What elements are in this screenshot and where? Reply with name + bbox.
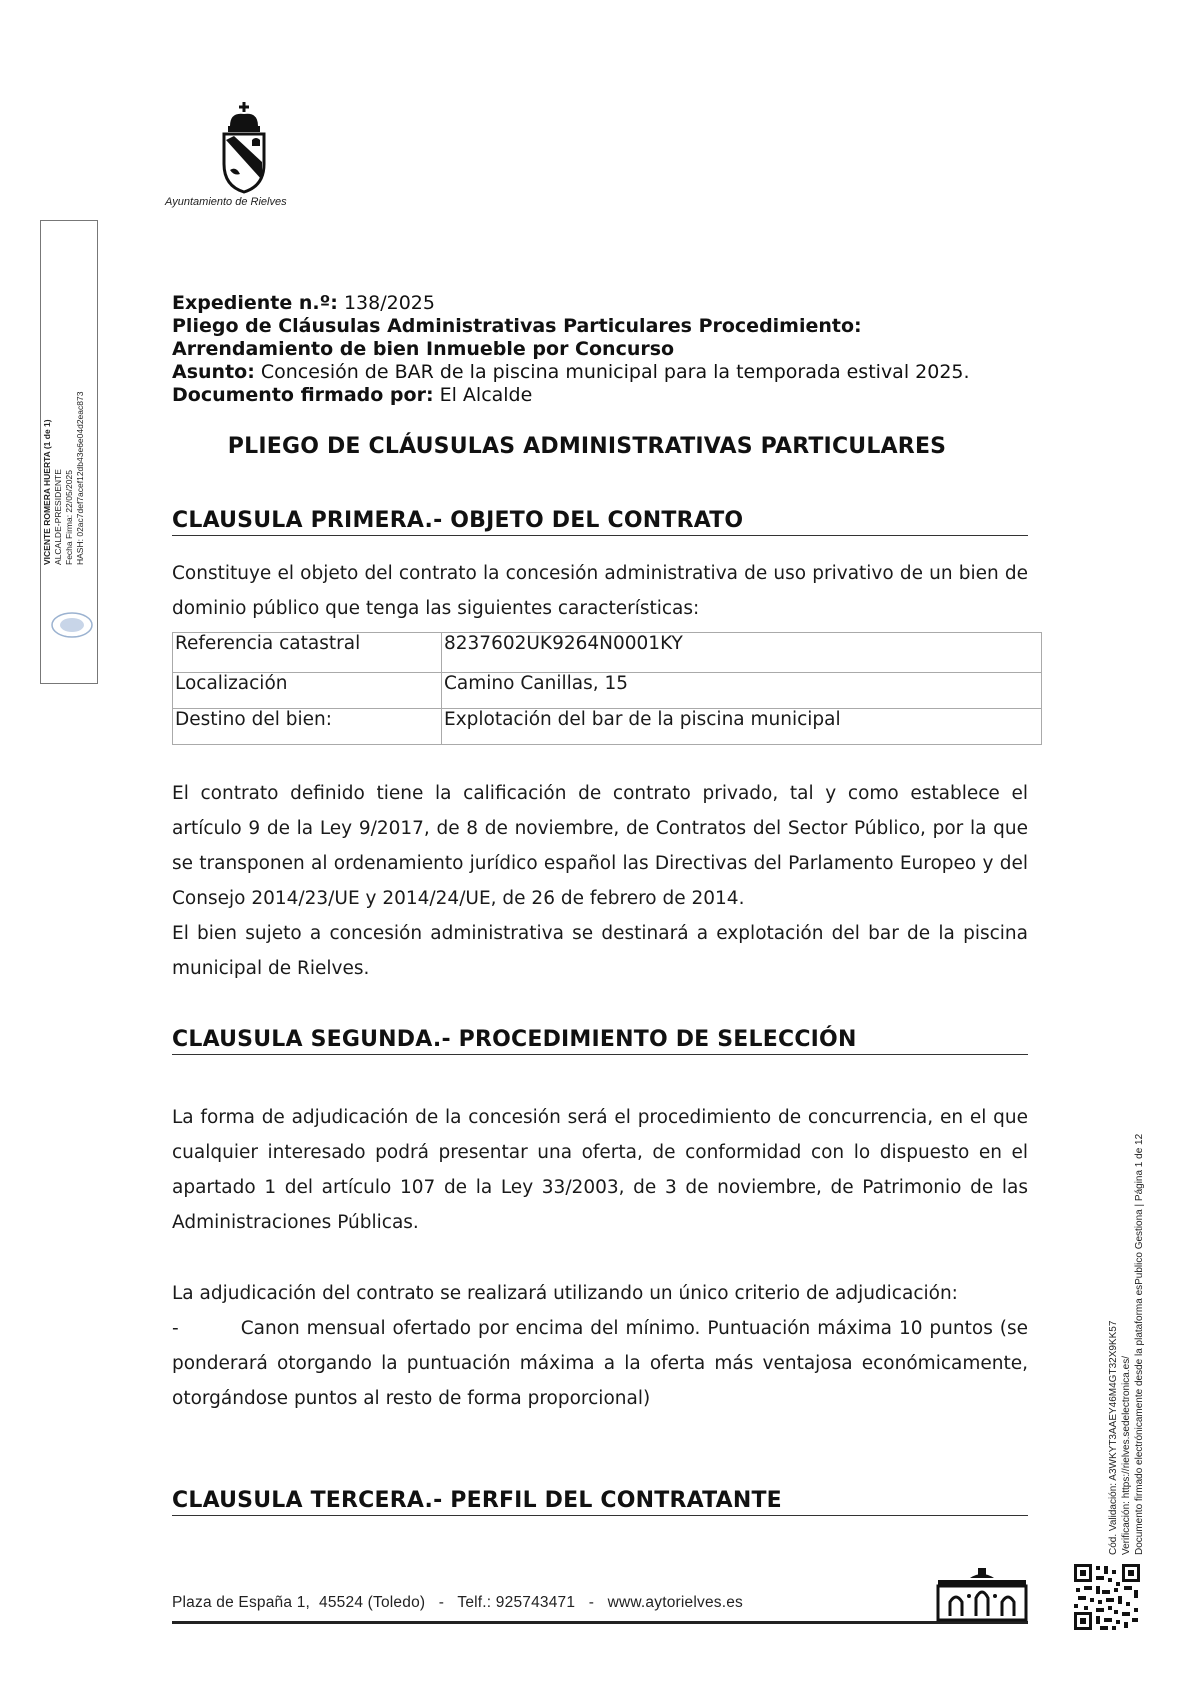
asunto-value: Concesión de BAR de la piscina municipal para la temporada estival 2025. — [260, 361, 970, 383]
footer-divider — [172, 1621, 1028, 1624]
clause1-body — [172, 776, 1028, 986]
document-title: PLIEGO DE CLÁUSULAS ADMINISTRATIVAS PARTICULARES — [227, 434, 947, 459]
bullet-dash: - — [172, 1318, 179, 1339]
clause1-paragraph: El bien sujeto a concesión administrativa se destinará a explotación del bar de la piscina municipal de Rielves. — [172, 923, 1028, 979]
validation-text — [1107, 1134, 1146, 1555]
clause1-heading: CLAUSULA PRIMERA.- OBJETO DEL CONTRATO — [172, 508, 1028, 536]
table-cell-value: Explotación del bar de la piscina municipal — [442, 709, 1042, 745]
validation-platform: Documento firmado electrónicamente desde la plataforma esPublico Gestiona | Página 1 de 12 — [1134, 1133, 1145, 1555]
signature-text — [42, 392, 86, 565]
clause1-intro: Constituye el objeto del contrato la concesión administrativa de uso privativo de un bien de dominio público que tenga las siguientes características: — [172, 563, 1028, 619]
validation-url: Verificación: https://rielves.sedelectronica.es/ — [1121, 1356, 1132, 1555]
validation-code: Cód. Validación: A3WKYT3AAEY46M4GT32X9KK57 — [1108, 1320, 1119, 1555]
footer-address: Plaza de España 1, 45524 (Toledo) - Telf.: 925743471 - www.aytorielves.es — [172, 1594, 743, 1611]
asunto-label: Asunto: — [172, 361, 255, 383]
firmado-label: Documento firmado por: — [172, 384, 434, 406]
table-row — [173, 709, 1042, 745]
table-cell-value: Camino Canillas, 15 — [442, 673, 1042, 709]
table-cell-label: Referencia catastral — [173, 633, 442, 673]
municipal-crest-logo — [218, 100, 270, 196]
pliego-line1: Pliego de Cláusulas Administrativas Particulares Procedimiento: — [172, 315, 862, 337]
expediente-value: 138/2025 — [343, 292, 435, 314]
town-hall-building-icon — [934, 1566, 1030, 1622]
clause3-heading: CLAUSULA TERCERA.- PERFIL DEL CONTRATANTE — [172, 1488, 1028, 1516]
signer-role: ALCALDE-PRESIDENTE — [53, 469, 63, 565]
clause2-heading: CLAUSULA SEGUNDA.- PROCEDIMIENTO DE SELECCIÓN — [172, 1027, 1028, 1055]
table-cell-label: Destino del bien: — [173, 709, 442, 745]
table-cell-label: Localización — [173, 673, 442, 709]
municipality-name: Ayuntamiento de Rielves — [165, 196, 287, 208]
clause2-body — [172, 1276, 1028, 1416]
document-meta — [172, 292, 1052, 407]
clause2-bullet — [172, 1311, 1028, 1416]
signature-stamp-icon — [50, 610, 94, 640]
firmado-value: El Alcalde — [439, 384, 533, 406]
signature-date: Fecha Firma: 22/05/2025 — [64, 470, 74, 565]
table-row — [173, 633, 1042, 673]
table-row — [173, 673, 1042, 709]
clause1-paragraph: El contrato definido tiene la calificación de contrato privado, tal y como establece el artículo 9 de la Ley 9/2017, de 8 de noviembre, de Contratos del Sector Público, por la que se transponen al ordenamiento jurídico español las Directivas del Parlamento Europeo y del Consejo 2014/23/UE y 2014/24/UE, de 26 de febrero de 2014. — [172, 783, 1028, 909]
bullet-text: Canon mensual ofertado por encima del mínimo. Puntuación máxima 10 puntos (se ponderará otorgando la puntuación máxima a la oferta más ventajosa económicamente, otorgándose puntos al resto de forma proporcional) — [172, 1318, 1028, 1409]
table-cell-value: 8237602UK9264N0001KY — [442, 633, 1042, 673]
signature-hash: HASH: 02ac7def7acef12db43e6e04d2eac873 — [75, 391, 85, 565]
qr-code-icon[interactable] — [1072, 1562, 1142, 1632]
signer-name: VICENTE ROMERA HUERTA (1 de 1) — [42, 419, 52, 565]
expediente-label: Expediente n.º: — [172, 292, 338, 314]
clause2-criterion-intro: La adjudicación del contrato se realizará utilizando un único criterio de adjudicación: — [172, 1283, 958, 1304]
clause2-paragraph: La forma de adjudicación de la concesión será el procedimiento de concurrencia, en el que cualquier interesado podrá presentar una oferta, de conformidad con lo dispuesto en el apartado 1 del artículo 107 de la Ley 33/2003, de 3 de noviembre, de Patrimonio de las Administraciones Públicas. — [172, 1107, 1028, 1233]
pliego-line2: Arrendamiento de bien Inmueble por Concurso — [172, 338, 675, 360]
property-table — [172, 632, 1042, 745]
